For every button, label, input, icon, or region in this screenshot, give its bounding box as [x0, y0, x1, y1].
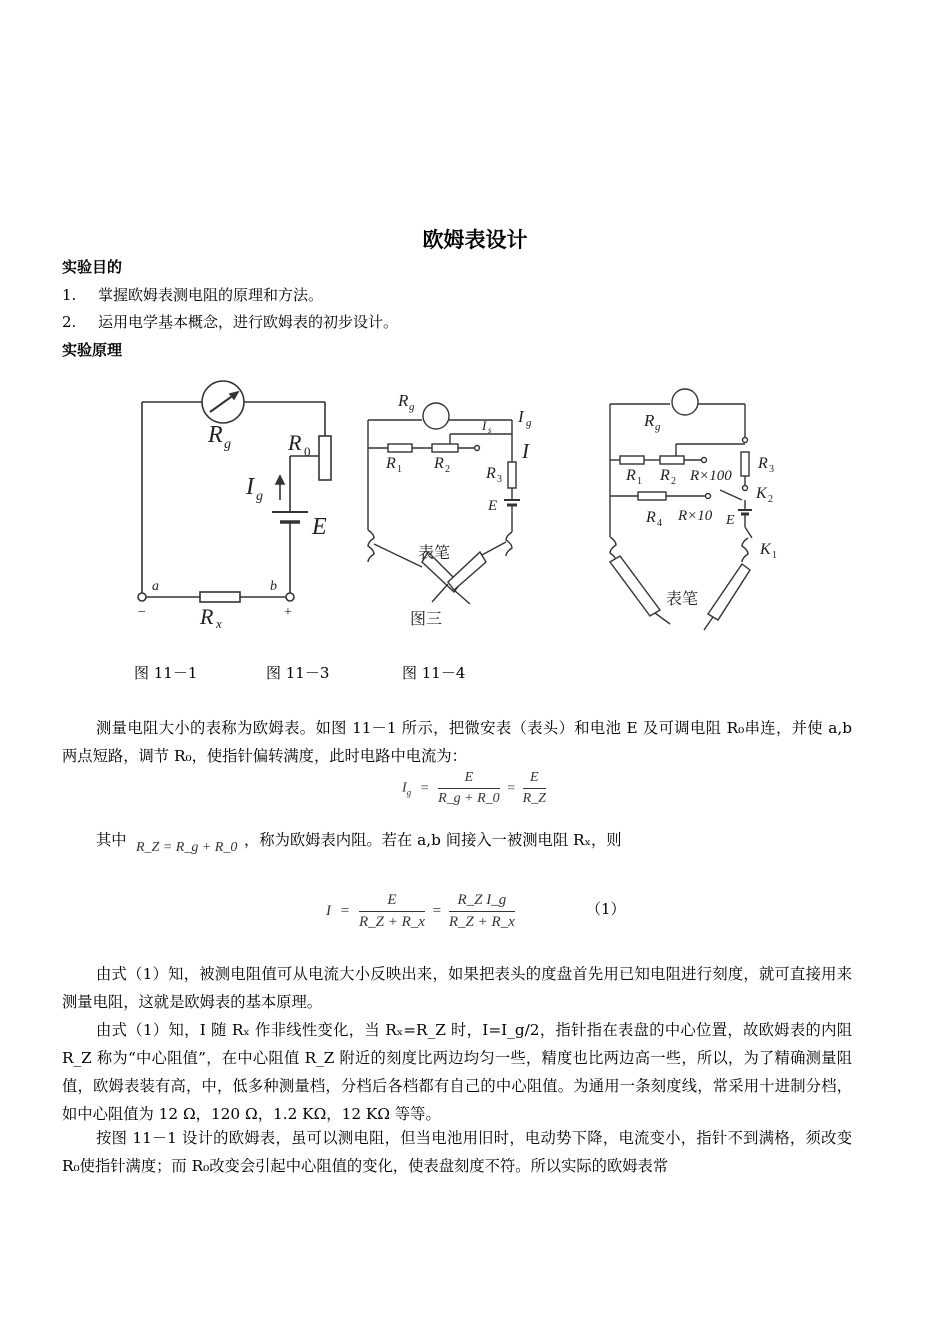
label-r3-sub: 3	[769, 464, 774, 475]
labels-11-3	[385, 391, 532, 628]
label-ig: I	[518, 407, 524, 426]
eq-denominator-2: R_Z + R_x	[448, 914, 515, 930]
eq-denominator-2: R_Z	[522, 791, 546, 806]
eq-numerator-2: E	[523, 770, 546, 789]
eq-lhs-sub: g	[406, 787, 412, 798]
figure-3-caption: 图三	[410, 609, 443, 628]
eq-lhs: I	[326, 902, 331, 919]
list-number: 2.	[62, 313, 77, 331]
label-r3: R	[758, 455, 768, 472]
purpose-item-1	[62, 284, 323, 305]
label-r1-sub: 1	[637, 476, 642, 487]
label-plus: +	[284, 605, 292, 620]
labels-11-4	[625, 411, 777, 608]
label-r4: R	[646, 509, 656, 526]
label-r0: R	[288, 430, 302, 455]
eq-fraction-2	[449, 892, 515, 931]
label-is-sub: s	[488, 425, 492, 435]
paragraph-2-start: 其中	[96, 831, 127, 849]
label-rg-sub: g	[409, 401, 415, 413]
figure-caption-11-3: 图 11－3	[266, 664, 330, 682]
paragraph-4: 由式（1）知，I 随 Rₓ 作非线性变化，当 Rₓ=R_Z 时，I=I_g/2，指针指在表盘的中心位置，故欧姆表的内阻 R_Z 称为“中心阻值”，在中心阻值 R_Z 附近的刻度比两边均匀一些，精度也比两边高一些，所以，为了精确测量阻值，欧姆表装有高，中，低多种测量档，分档后各档都有自己的中心阻值。为通用一条刻度线，常采用十进制分档，如中心阻值为 12 Ω，120 Ω，1.2 KΩ，12 KΩ 等等。	[62, 1021, 852, 1123]
label-ig-sub: g	[526, 417, 532, 429]
label-b: b	[270, 579, 277, 594]
label-rg: R	[398, 391, 409, 410]
label-r1: R	[626, 467, 636, 484]
eq-fraction-1	[438, 770, 500, 807]
eq-fraction-2	[523, 770, 546, 807]
list-text: 运用电学基本概念，进行欧姆表的初步设计。	[98, 313, 399, 331]
label-e: E	[488, 498, 498, 514]
label-r1: R	[386, 455, 396, 472]
eq-fraction-1	[359, 892, 425, 931]
purpose-item-2	[62, 311, 398, 332]
label-probe: 表笔	[418, 543, 451, 562]
paragraph-5: 按图 11－1 设计的欧姆表，虽可以测电阻，但当电池用旧时，电动势下降，电流变小，指针不到满格，须改变 R₀使指针满度；而 R₀改变会引起中心阻值的变化，使表盘刻度不符。所以实际的欧姆表常	[62, 1129, 852, 1175]
paragraph-3: 由式（1）知，被测电阻值可从电流大小反映出来，如果把表头的度盘首先用已知电阻进行刻度，就可直接用来测量电阻，这就是欧姆表的基本原理。	[62, 965, 852, 1011]
page-title: 欧姆表设计	[422, 228, 528, 252]
figure-caption-11-1: 图 11－1	[134, 664, 198, 682]
eq-denominator-1: R_g + R_0	[438, 791, 500, 806]
label-e: E	[726, 513, 735, 528]
circuit-figures	[130, 372, 820, 642]
section-heading-principle: 实验原理	[62, 341, 123, 359]
label-r2: R	[434, 455, 444, 472]
label-ig: I	[246, 474, 254, 500]
label-x10: R×10	[678, 508, 713, 524]
equation-rz: R_Z = R_g + R_0	[136, 840, 238, 855]
label-r4-sub: 4	[657, 518, 662, 529]
eq-numerator-1: E	[359, 892, 425, 912]
circuit-diagram-11-3	[368, 403, 520, 604]
label-r3-sub: 3	[497, 474, 502, 485]
label-rg-sub: g	[224, 437, 231, 452]
label-i: I	[522, 439, 529, 463]
section-heading-purpose: 实验目的	[62, 258, 123, 276]
label-k1-sub: 1	[772, 550, 777, 561]
label-probe: 表笔	[666, 589, 699, 608]
label-k2: K	[756, 485, 767, 502]
label-rx: R	[200, 604, 214, 629]
label-rg-sub: g	[655, 421, 661, 433]
label-rg: R	[208, 422, 223, 448]
eq-numerator-2: R_Z I_g	[449, 892, 515, 912]
label-ig-sub: g	[256, 489, 263, 504]
paragraph-1: 测量电阻大小的表称为欧姆表。如图 11－1 所示，把微安表（表头）和电池 E 及可调电阻 R₀串连，并使 a,b 两点短路，调节 R₀，使指针偏转满度，此时电路中电流为：	[62, 719, 852, 765]
eq-denominator-1: R_Z + R_x	[358, 914, 425, 930]
label-minus: −	[138, 605, 146, 620]
equation-ig: $I_g$ = $\frac{E}{R\_g + R\_0}$ = $\frac{E}{R\_Z}$	[402, 770, 546, 806]
label-rx-sub: x	[216, 616, 222, 631]
label-r1-sub: 1	[397, 464, 402, 475]
figure-caption-11-4: 图 11－4	[402, 664, 466, 682]
equation-1: I = $\frac{E}{R\_Z + R\_x}$ = $\frac{\text{R\_Z I\_g}}{R\_Z + R\_x}$	[326, 892, 515, 930]
label-r3: R	[486, 465, 496, 482]
label-r2-sub: 2	[671, 476, 676, 487]
label-a: a	[152, 579, 159, 594]
circuit-diagram-11-1	[138, 381, 331, 602]
label-is: I	[482, 418, 487, 433]
label-e: E	[312, 514, 327, 540]
label-x100: R×100	[690, 468, 732, 484]
label-rg: R	[644, 411, 655, 430]
list-text: 掌握欧姆表测电阻的原理和方法。	[98, 286, 324, 304]
label-k1: K	[760, 541, 771, 558]
eq-lhs: I	[402, 780, 407, 796]
label-r2: R	[660, 467, 670, 484]
paragraph-2-end: ，称为欧姆表内阻。若在 a,b 间接入一被测电阻 Rₓ，则	[244, 831, 622, 849]
label-r0-sub: 0	[304, 444, 311, 459]
eq-numerator-1: E	[438, 770, 500, 789]
label-k2-sub: 2	[768, 494, 773, 505]
list-number: 1.	[62, 286, 77, 304]
label-r2-sub: 2	[445, 464, 450, 475]
equation-number: （1）	[586, 900, 626, 918]
